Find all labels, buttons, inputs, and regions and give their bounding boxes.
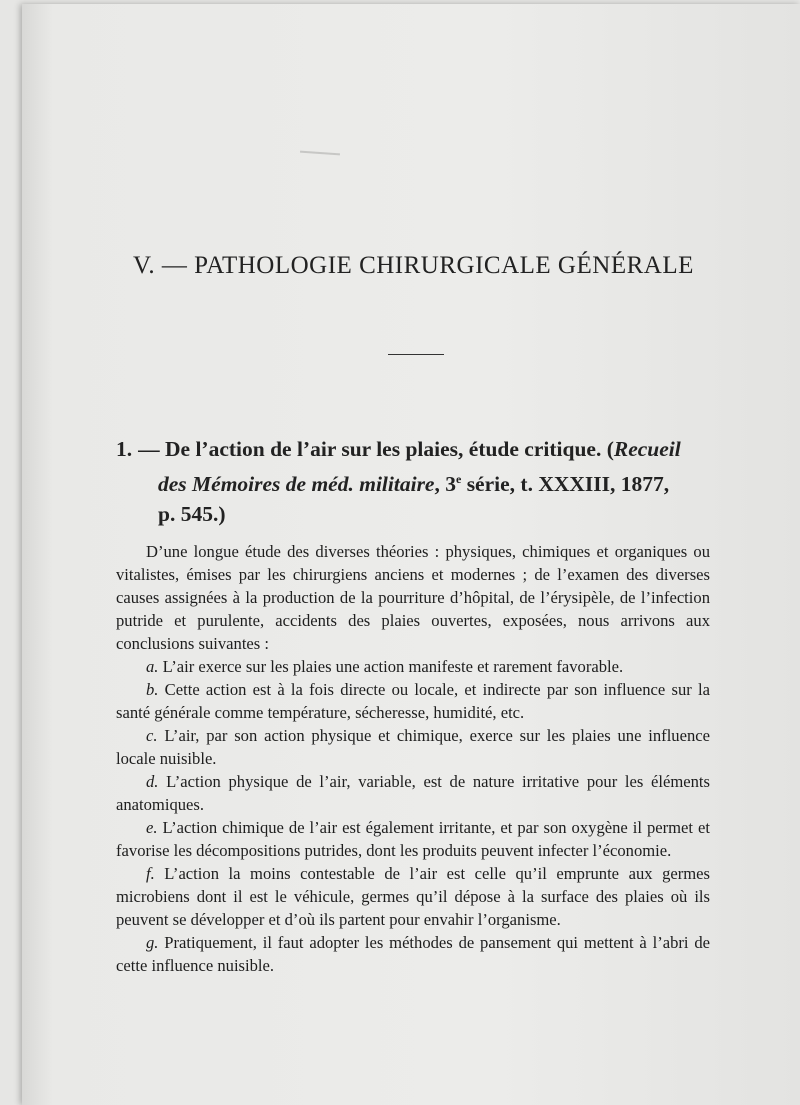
conclusion-text: L’air, par son action physique et chimique, exerce sur les plaies une influence locale nuisible. [116,726,710,768]
conclusion-text: L’action physique de l’air, variable, est de nature irritative pour les éléments anatomiques. [116,772,710,814]
conclusion-letter: g. [146,933,159,952]
source-journal-1: Recueil [613,437,681,461]
entry-number: 1. [116,437,133,461]
conclusion-b [116,678,710,724]
series-superscript: e [455,472,462,486]
conclusion-d [116,770,710,816]
conclusion-f [116,862,710,931]
conclusion-letter: b. [146,680,159,699]
conclusion-c [116,724,710,770]
conclusion-text: L’action chimique de l’air est également irritante, et par son oxygène il permet et favorise les décompositions putrides, dont les produits peuvent infecter l’économie. [116,818,710,860]
source-series: , 3 [434,472,456,497]
conclusion-text: L’action la moins contestable de l’air est celle qu’il emprunte aux germes microbiens dont il est le véhicule, germes qu’il dépose à la surface des plaies où ils peuvent se développer et d’où ils partent pour envahir l’organisme. [116,864,710,929]
conclusion-letter: f. [146,864,155,883]
conclusion-letter: e. [146,818,158,837]
conclusion-a [116,655,710,678]
entry-title [116,434,712,529]
source-journal-2: des Mémoires de méd. militaire [158,472,435,497]
section-heading: V. — PATHOLOGIE CHIRURGICALE GÉNÉRALE [133,252,694,279]
entry-title-line-2 [116,464,712,499]
conclusion-g [116,931,710,977]
conclusion-text: L’air exerce sur les plaies une action manifeste et rarement favorable. [158,657,624,676]
conclusion-letter: d. [146,772,159,791]
body-text [116,540,710,977]
conclusion-text: Cette action est à la fois directe ou locale, et indirecte par son influence sur la santé générale comme température, sécheresse, humidité, etc. [116,680,710,722]
conclusion-e [116,816,710,862]
divider-rule [388,354,444,355]
source-volume-year: série, t. XXXIII, 1877, [461,472,670,497]
intro-paragraph: D’une longue étude des diverses théories : physiques, chimiques et organiques ou vitalistes, émises par les chirurgiens anciens et modernes ; de l’examen des diverses causes assignées à la production de la pourriture d’hôpital, de l’érysipèle, de l’infection putride et purulente, accidents des plaies ouvertes, exposées, nous arrivons aux conclusions suivantes : [116,542,710,653]
entry-pages: p. 545.) [158,502,226,527]
conclusion-text: Pratiquement, il faut adopter les méthodes de pansement qui mettent à l’abri de cette influence nuisible. [116,933,710,975]
conclusion-letter: c. [146,726,158,745]
entry-title-text: — De l’action de l’air sur les plaies, étude critique. ( [138,437,614,461]
conclusion-letter: a. [146,657,159,676]
